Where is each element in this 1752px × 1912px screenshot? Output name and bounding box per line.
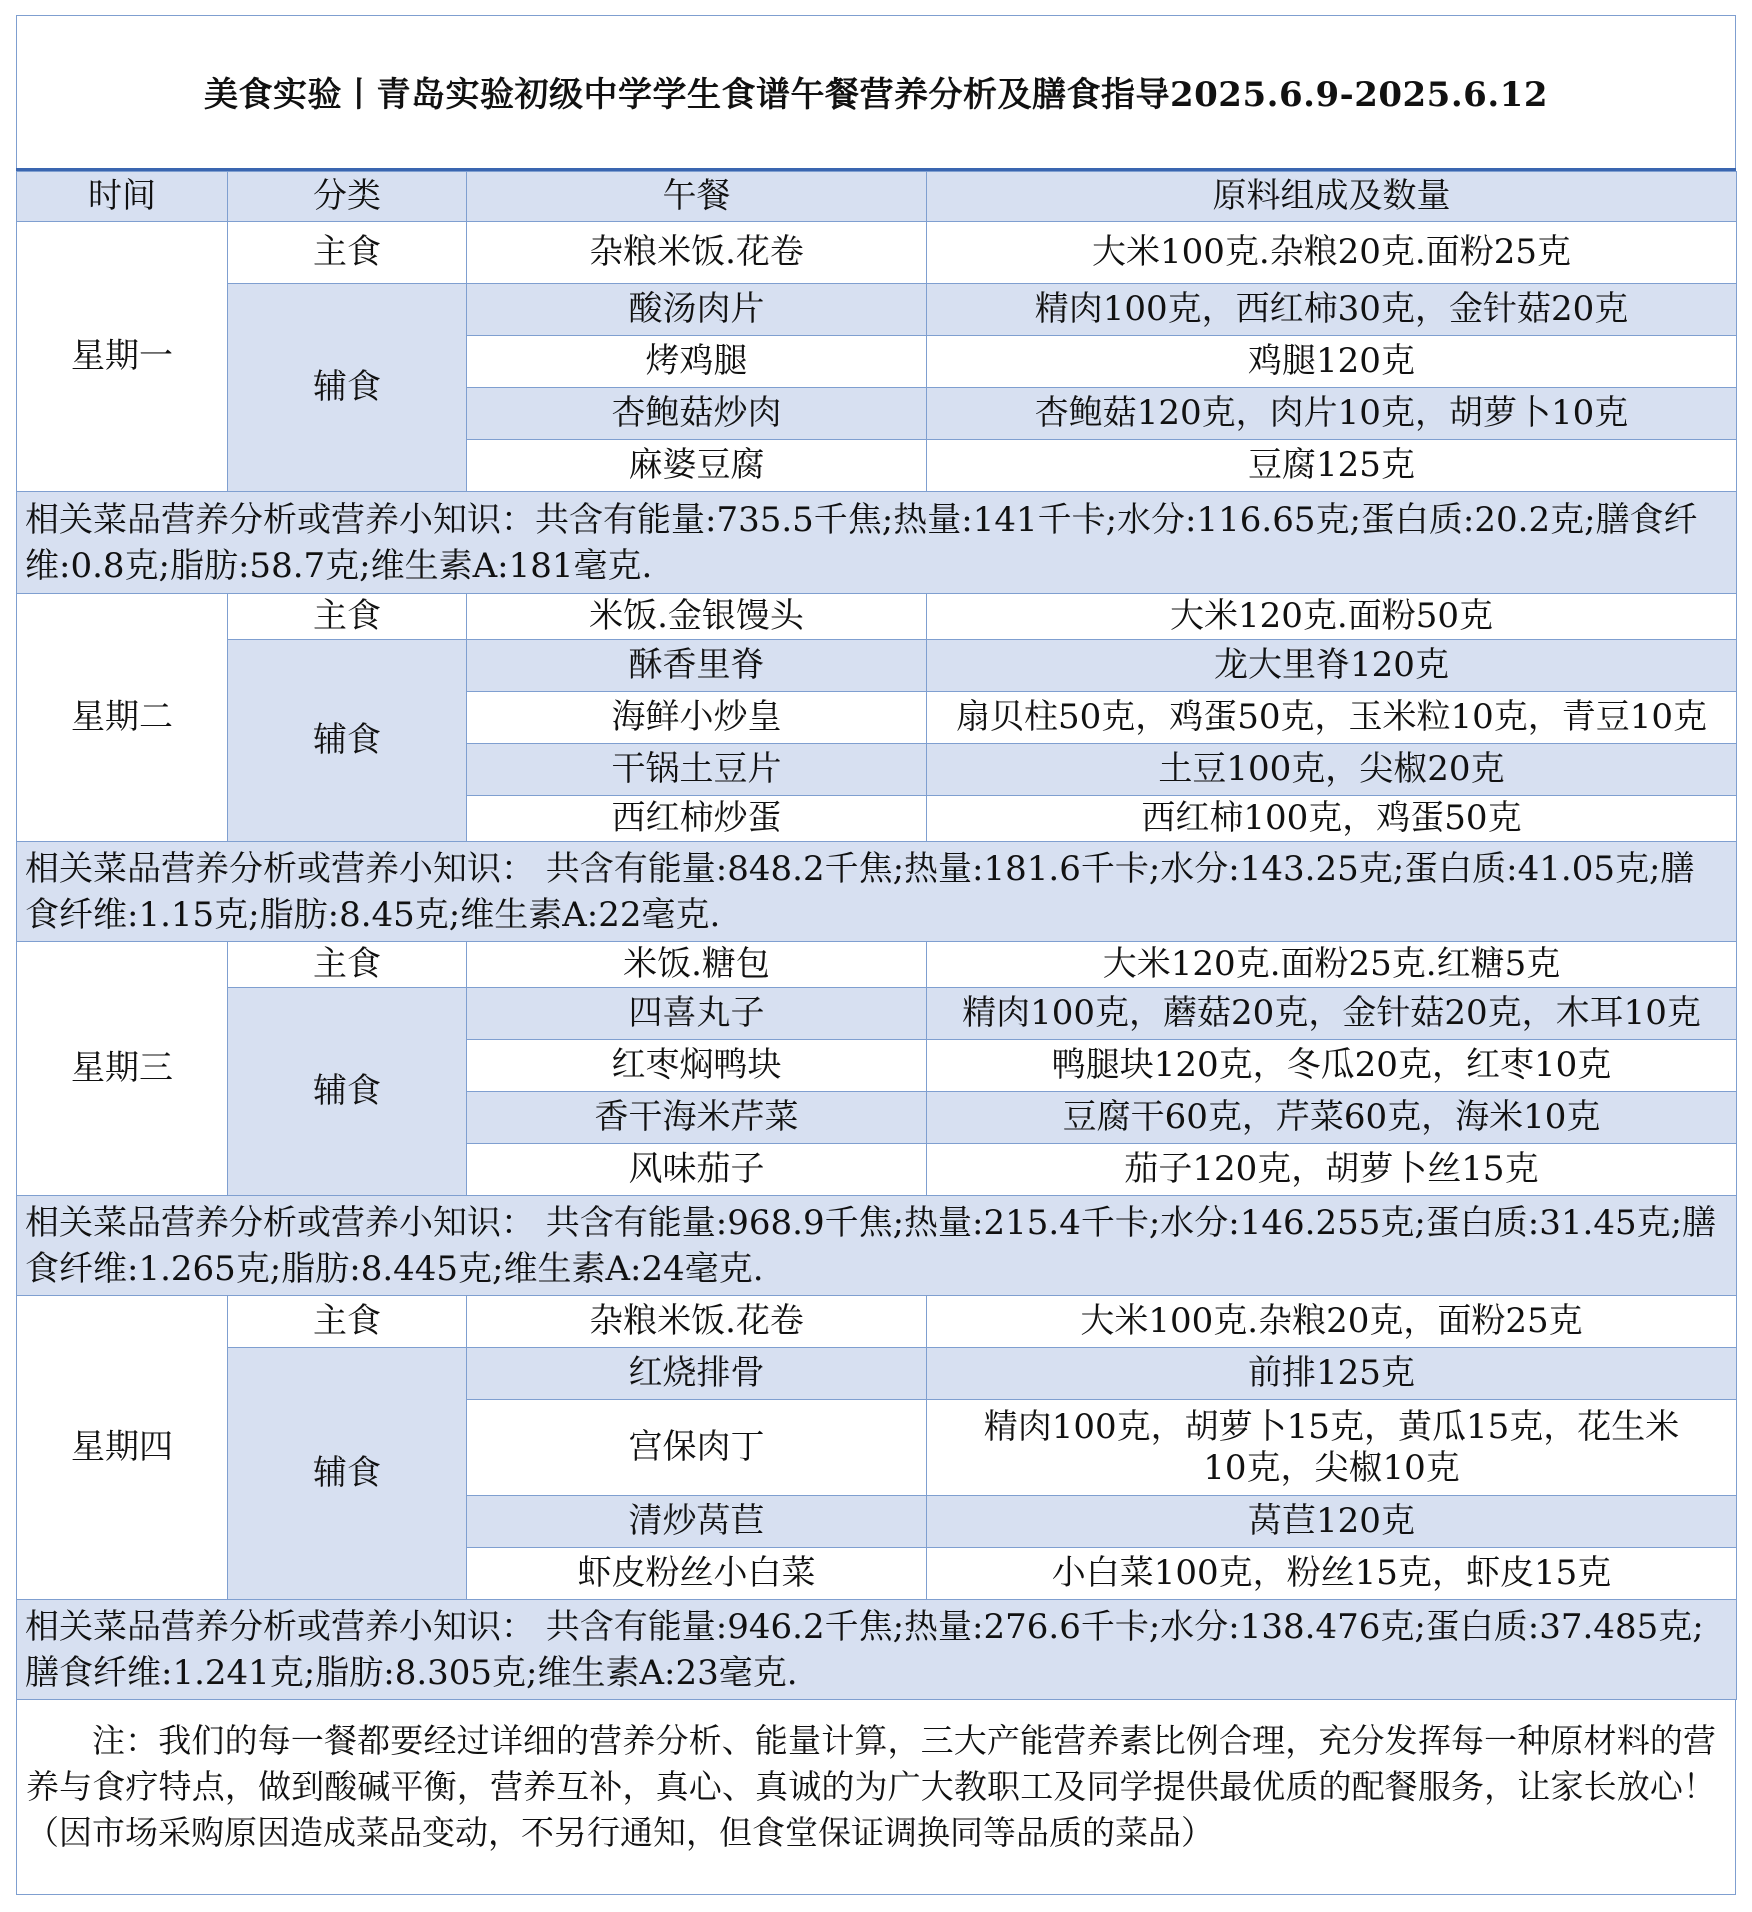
column-header: 原料组成及数量: [927, 172, 1737, 222]
category-cell: 辅食: [228, 284, 467, 492]
category-cell: 主食: [228, 222, 467, 284]
dish-cell: 风味茄子: [467, 1144, 927, 1196]
dish-cell: 西红柿炒蛋: [467, 796, 927, 842]
dish-cell: 清炒莴苣: [467, 1496, 927, 1548]
table-row: [17, 492, 1737, 594]
ingredients-cell: 土豆100克，尖椒20克: [927, 744, 1737, 796]
table-row: [17, 284, 1737, 336]
table-row: [17, 1600, 1737, 1700]
table-row: [17, 594, 1737, 640]
ingredients-cell: 精肉100克，胡萝卜15克，黄瓜15克，花生米10克，尖椒10克: [927, 1400, 1737, 1496]
nutrition-note: 相关菜品营养分析或营养小知识： 共含有能量:848.2千焦;热量:181.6千卡;水分:143.25克;蛋白质:41.05克;膳食纤维:1.15克;脂肪:8.45克;维生素A:22毫克.: [17, 842, 1737, 942]
dish-cell: 酥香里脊: [467, 640, 927, 692]
ingredients-cell: 鸭腿块120克，冬瓜20克，红枣10克: [927, 1040, 1737, 1092]
nutrition-note: 相关菜品营养分析或营养小知识：共含有能量:735.5千焦;热量:141千卡;水分:116.65克;蛋白质:20.2克;膳食纤维:0.8克;脂肪:58.7克;维生素A:181毫克.: [17, 492, 1737, 594]
ingredients-cell: 大米120克.面粉50克: [927, 594, 1737, 640]
day-cell: 星期二: [17, 594, 228, 842]
table-row: [17, 640, 1737, 692]
ingredients-cell: 大米120克.面粉25克.红糖5克: [927, 942, 1737, 988]
footer-note: [16, 1696, 1736, 1895]
title-bar: [16, 15, 1736, 171]
ingredients-cell: 精肉100克，西红柿30克，金针菇20克: [927, 284, 1737, 336]
dish-cell: 红枣焖鸭块: [467, 1040, 927, 1092]
ingredients-cell: 扇贝柱50克，鸡蛋50克，玉米粒10克，青豆10克: [927, 692, 1737, 744]
dish-cell: 杂粮米饭.花卷: [467, 222, 927, 284]
ingredients-cell: 小白菜100克，粉丝15克，虾皮15克: [927, 1548, 1737, 1600]
table-row: [17, 988, 1737, 1040]
table-row: [17, 1348, 1737, 1400]
footer-text: 注：我们的每一餐都要经过详细的营养分析、能量计算，三大产能营养素比例合理，充分发挥每一种原材料的营养与食疗特点，做到酸碱平衡，营养互补，真心、真诚的为广大教职工及同学提供最优质的配餐服务，让家长放心！（因市场采购原因造成菜品变动，不另行通知，但食堂保证调换同等品质的菜品）: [26, 1721, 1716, 1852]
dish-cell: 虾皮粉丝小白菜: [467, 1548, 927, 1600]
category-cell: 主食: [228, 1296, 467, 1348]
ingredients-cell: 龙大里脊120克: [927, 640, 1737, 692]
table-row: [17, 1296, 1737, 1348]
ingredients-cell: 豆腐125克: [927, 440, 1737, 492]
ingredients-cell: 前排125克: [927, 1348, 1737, 1400]
column-header: 时间: [17, 172, 228, 222]
nutrition-note: 相关菜品营养分析或营养小知识： 共含有能量:968.9千焦;热量:215.4千卡;水分:146.255克;蛋白质:31.45克;膳食纤维:1.265克;脂肪:8.445克;维生素A:24毫克.: [17, 1196, 1737, 1296]
day-cell: 星期三: [17, 942, 228, 1196]
column-header: 午餐: [467, 172, 927, 222]
category-cell: 辅食: [228, 1348, 467, 1600]
page-title: 美食实验丨青岛实验初级中学学生食谱午餐营养分析及膳食指导2025.6.9-2025.6.12: [203, 75, 1548, 115]
ingredients-cell: 鸡腿120克: [927, 336, 1737, 388]
ingredients-cell: 茄子120克，胡萝卜丝15克: [927, 1144, 1737, 1196]
ingredients-cell: 精肉100克，蘑菇20克，金针菇20克，木耳10克: [927, 988, 1737, 1040]
ingredients-cell: 西红柿100克，鸡蛋50克: [927, 796, 1737, 842]
menu-table: [16, 171, 1737, 1700]
dish-cell: 米饭.金银馒头: [467, 594, 927, 640]
dish-cell: 四喜丸子: [467, 988, 927, 1040]
table-row: [17, 842, 1737, 942]
dish-cell: 酸汤肉片: [467, 284, 927, 336]
table-header-row: [17, 172, 1737, 222]
dish-cell: 宫保肉丁: [467, 1400, 927, 1496]
ingredients-cell: 杏鲍菇120克，肉片10克，胡萝卜10克: [927, 388, 1737, 440]
dish-cell: 海鲜小炒皇: [467, 692, 927, 744]
dish-cell: 干锅土豆片: [467, 744, 927, 796]
dish-cell: 杂粮米饭.花卷: [467, 1296, 927, 1348]
ingredients-cell: 豆腐干60克，芹菜60克，海米10克: [927, 1092, 1737, 1144]
ingredients-cell: 大米100克.杂粮20克.面粉25克: [927, 222, 1737, 284]
category-cell: 辅食: [228, 988, 467, 1196]
nutrition-note: 相关菜品营养分析或营养小知识： 共含有能量:946.2千焦;热量:276.6千卡;水分:138.476克;蛋白质:37.485克;膳食纤维:1.241克;脂肪:8.305克;维生素A:23毫克.: [17, 1600, 1737, 1700]
category-cell: 主食: [228, 942, 467, 988]
category-cell: 主食: [228, 594, 467, 640]
dish-cell: 香干海米芹菜: [467, 1092, 927, 1144]
dish-cell: 红烧排骨: [467, 1348, 927, 1400]
dish-cell: 杏鲍菇炒肉: [467, 388, 927, 440]
dish-cell: 烤鸡腿: [467, 336, 927, 388]
day-cell: 星期一: [17, 222, 228, 492]
ingredients-cell: 莴苣120克: [927, 1496, 1737, 1548]
dish-cell: 麻婆豆腐: [467, 440, 927, 492]
table-row: [17, 1196, 1737, 1296]
day-cell: 星期四: [17, 1296, 228, 1600]
table-row: [17, 942, 1737, 988]
table-row: [17, 222, 1737, 284]
column-header: 分类: [228, 172, 467, 222]
category-cell: 辅食: [228, 640, 467, 842]
dish-cell: 米饭.糖包: [467, 942, 927, 988]
ingredients-cell: 大米100克.杂粮20克，面粉25克: [927, 1296, 1737, 1348]
